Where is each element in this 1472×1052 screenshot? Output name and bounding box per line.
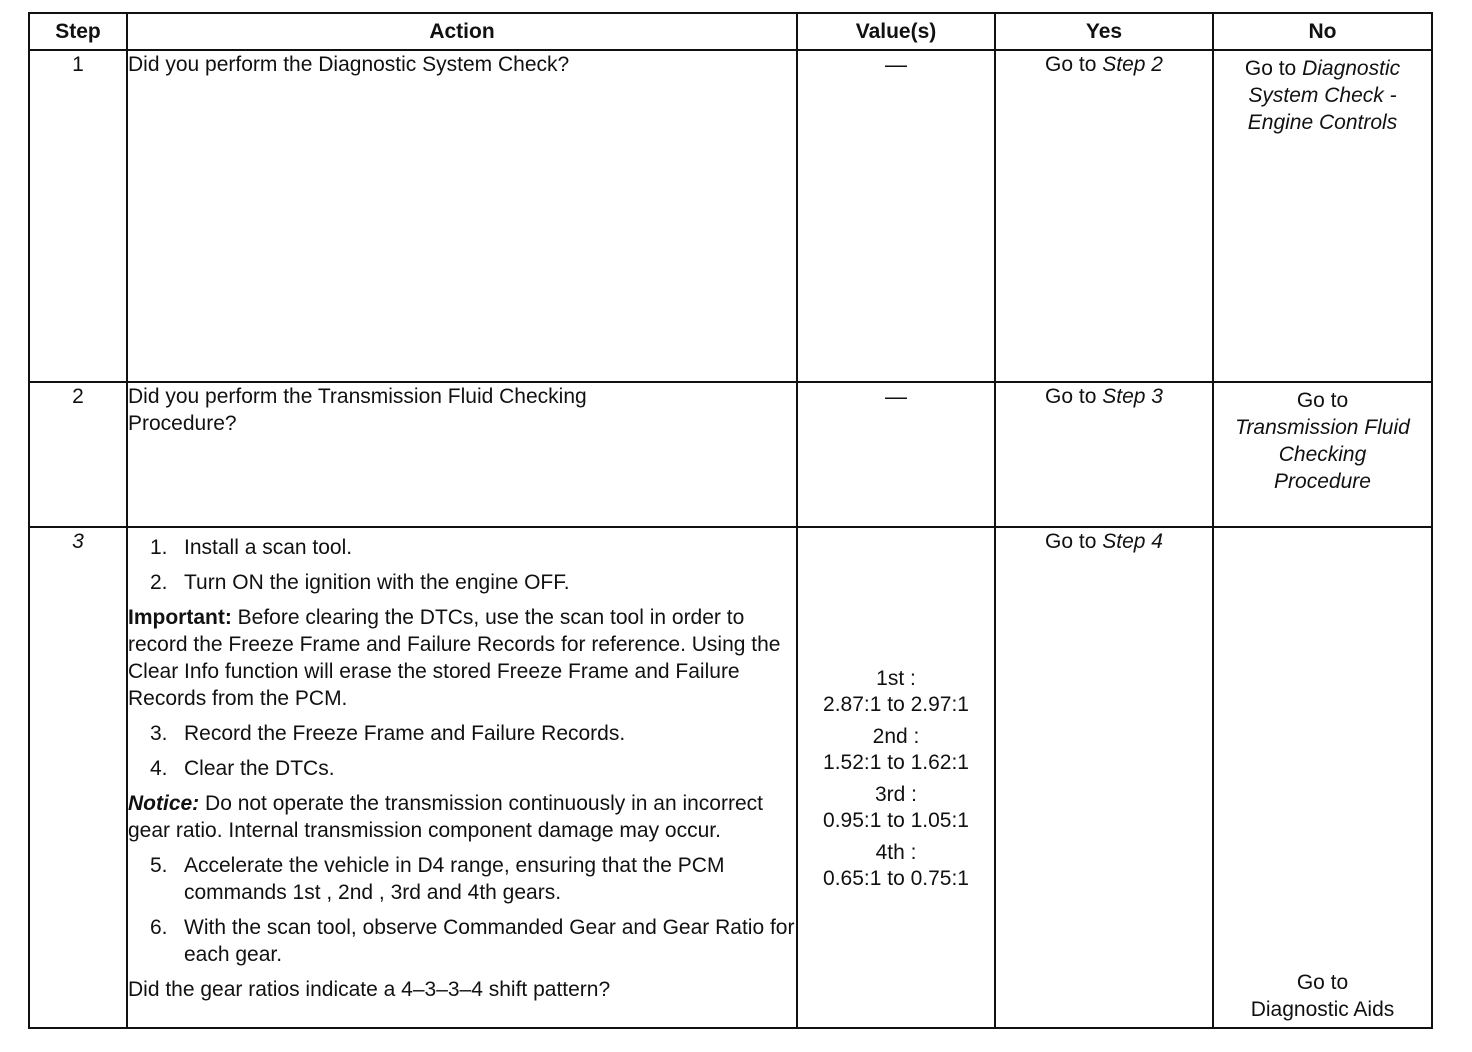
notice-label: Notice: xyxy=(128,792,200,815)
table-row xyxy=(29,382,1432,527)
no-cell xyxy=(1213,527,1432,1028)
table-row xyxy=(29,527,1432,1028)
no-reference-link[interactable]: Diagnostic Aids xyxy=(1250,998,1395,1021)
action-cell xyxy=(127,50,797,382)
yes-prefix: Go to xyxy=(1045,53,1103,76)
list-item: 2. Turn ON the ignition with the engine OFF. xyxy=(150,571,570,594)
yes-step-link[interactable]: Step 2 xyxy=(1102,53,1163,76)
list-item: 6. With the scan tool, observe Commanded Gear and Gear Ratio for each gear. xyxy=(150,916,795,966)
header-step: Step xyxy=(29,13,127,50)
yes-cell xyxy=(995,527,1213,1028)
header-values: Value(s) xyxy=(797,13,995,50)
step-number: 3 xyxy=(72,530,84,553)
yes-prefix: Go to xyxy=(1045,530,1103,553)
no-prefix: Go to xyxy=(1296,389,1349,412)
value-cell xyxy=(797,527,995,1028)
yes-prefix: Go to xyxy=(1045,385,1103,408)
step-cell xyxy=(29,527,127,1028)
value-text: — xyxy=(885,52,907,77)
list-item: 3. Record the Freeze Frame and Failure Records. xyxy=(150,722,626,745)
value-text: — xyxy=(885,384,907,409)
header-no: No xyxy=(1213,13,1432,50)
yes-step-link[interactable]: Step 3 xyxy=(1102,385,1163,408)
no-reference-link[interactable]: Diagnostic System Check - Engine Controls xyxy=(1247,57,1401,134)
action-question: Did the gear ratios indicate a 4–3–3–4 shift pattern? xyxy=(128,978,611,1001)
action-question: Did you perform the Diagnostic System Check? xyxy=(128,53,570,76)
action-question: Did you perform the Transmission Fluid Checking Procedure? xyxy=(128,385,587,435)
no-cell xyxy=(1213,50,1432,382)
list-item: 4. Clear the DTCs. xyxy=(150,757,335,780)
important-note xyxy=(128,604,796,712)
gear-ratio-1st: 1st : 2.87:1 to 2.97:1 xyxy=(823,667,969,716)
gear-ratio-3rd: 3rd : 0.95:1 to 1.05:1 xyxy=(823,783,969,832)
header-action: Action xyxy=(127,13,797,50)
notice-text: Do not operate the transmission continuously in an incorrect gear ratio. Internal transmission component damage may occur. xyxy=(128,792,763,842)
value-cell xyxy=(797,382,995,527)
gear-ratio-4th: 4th : 0.65:1 to 0.75:1 xyxy=(823,841,969,890)
no-cell xyxy=(1213,382,1432,527)
notice-note xyxy=(128,790,796,844)
step-number: 2 xyxy=(72,385,84,408)
no-prefix: Go to xyxy=(1244,57,1303,80)
header-row xyxy=(29,13,1432,50)
action-cell xyxy=(127,382,797,527)
important-label: Important: xyxy=(128,606,232,629)
yes-cell xyxy=(995,50,1213,382)
important-text: Before clearing the DTCs, use the scan tool in order to record the Freeze Frame and Failure Records for reference. Using the Clear Info function will erase the stored Freeze Frame and Failure Records from the PCM. xyxy=(128,606,781,710)
step-cell xyxy=(29,50,127,382)
yes-cell xyxy=(995,382,1213,527)
value-cell xyxy=(797,50,995,382)
list-item: 5. Accelerate the vehicle in D4 range, ensuring that the PCM commands 1st , 2nd , 3rd and 4th gears. xyxy=(150,854,725,904)
no-reference-link[interactable]: Transmission Fluid Checking Procedure xyxy=(1235,416,1410,493)
table-row xyxy=(29,50,1432,382)
action-cell xyxy=(127,527,797,1028)
step-cell xyxy=(29,382,127,527)
step-number: 1 xyxy=(72,53,84,76)
no-prefix: Go to xyxy=(1296,971,1349,994)
header-yes: Yes xyxy=(995,13,1213,50)
yes-step-link[interactable]: Step 4 xyxy=(1102,530,1163,553)
diagnostic-table xyxy=(28,12,1433,1029)
list-item: 1. Install a scan tool. xyxy=(150,536,353,559)
gear-ratio-2nd: 2nd : 1.52:1 to 1.62:1 xyxy=(823,725,969,774)
